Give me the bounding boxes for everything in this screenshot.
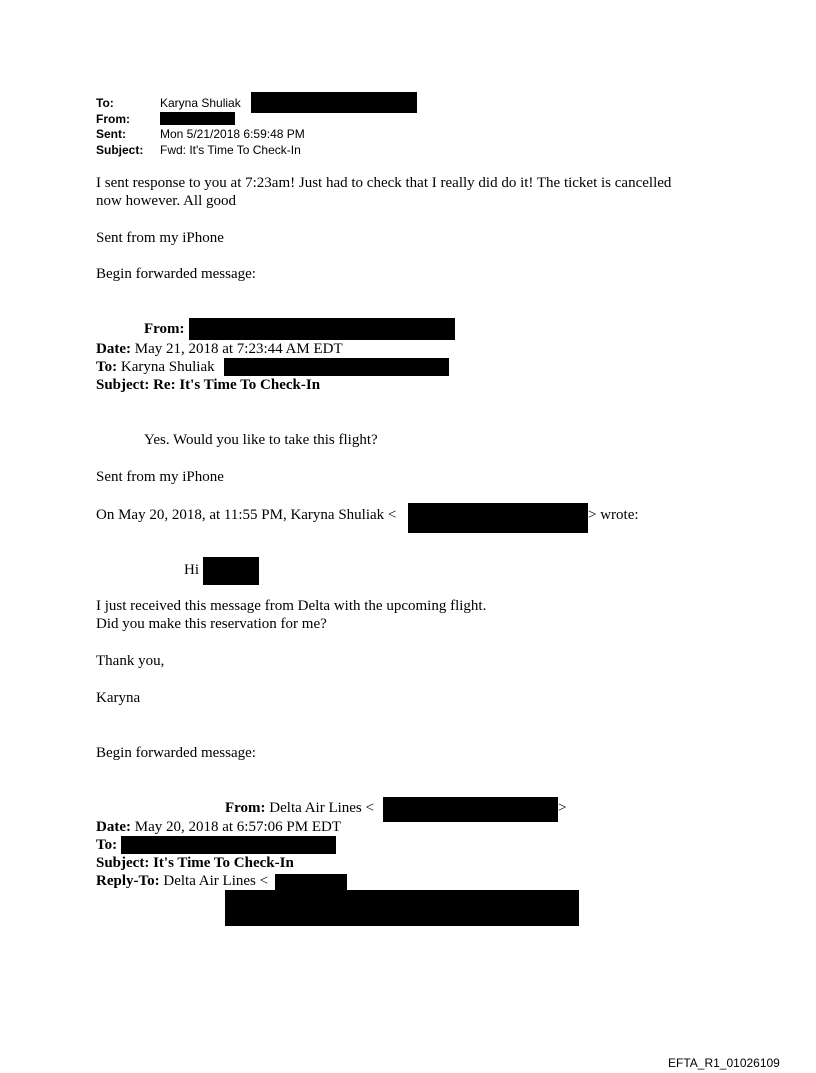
replyto-label: Reply-To: xyxy=(96,873,160,889)
quoted-line: I just received this message from Delta with the upcoming flight. xyxy=(96,598,487,614)
replyto-line xyxy=(96,872,268,890)
redaction-box xyxy=(121,836,336,854)
quote-intro: On May 20, 2018, at 11:55 PM, Karyna Shuliak < xyxy=(96,507,397,523)
redaction-box xyxy=(251,92,417,113)
to-value: Karyna Shuliak xyxy=(120,359,215,375)
to-label: To: xyxy=(96,359,118,375)
to-line xyxy=(96,358,215,376)
sent-value: Mon 5/21/2018 6:59:48 PM xyxy=(160,127,305,141)
signature: Sent from my iPhone xyxy=(96,230,224,246)
forward-notice: Begin forwarded message: xyxy=(96,745,256,761)
quote-intro-end: > wrote: xyxy=(588,507,639,523)
subject-label: Subject: xyxy=(96,143,144,157)
to-label: To: xyxy=(96,837,118,853)
redaction-box xyxy=(189,318,455,340)
date-line xyxy=(96,818,341,836)
greeting: Hi xyxy=(184,562,199,578)
message-line: I sent response to you at 7:23am! Just had to check that I really did do it! The ticket is cancelled xyxy=(96,175,672,191)
subject-label: Subject: xyxy=(96,855,150,871)
date-value: May 21, 2018 at 7:23:44 AM EDT xyxy=(134,341,343,357)
redaction-box xyxy=(408,503,588,533)
subject-value: Re: It's Time To Check-In xyxy=(153,377,321,393)
from-value: Delta Air Lines < xyxy=(269,800,374,816)
date-label: Date: xyxy=(96,341,131,357)
closing: Thank you, xyxy=(96,653,165,669)
signature: Sent from my iPhone xyxy=(96,469,224,485)
subject-value: Fwd: It's Time To Check-In xyxy=(160,143,301,157)
message-line: now however. All good xyxy=(96,193,236,209)
redaction-box xyxy=(383,797,558,822)
date-label: Date: xyxy=(96,819,131,835)
redaction-box xyxy=(203,557,259,585)
from-line xyxy=(225,799,374,817)
quoted-line: Did you make this reservation for me? xyxy=(96,616,327,632)
to-value: Karyna Shuliak xyxy=(160,96,241,110)
subject-value: It's Time To Check-In xyxy=(153,855,294,871)
date-line xyxy=(96,340,343,358)
redaction-box xyxy=(224,358,449,376)
sender-name: Karyna xyxy=(96,690,141,706)
subject-line xyxy=(96,376,320,394)
from-label: From: xyxy=(144,321,185,337)
to-label: To: xyxy=(96,96,114,110)
replyto-value: Delta Air Lines < xyxy=(163,873,269,889)
reply-text: Yes. Would you like to take this flight? xyxy=(144,432,378,448)
redaction-box xyxy=(225,890,579,926)
from-label: From: xyxy=(225,800,266,816)
redaction-box xyxy=(160,112,235,125)
document-id: EFTA_R1_01026109 xyxy=(668,1056,780,1070)
date-value: May 20, 2018 at 6:57:06 PM EDT xyxy=(134,819,341,835)
from-label: From: xyxy=(96,112,130,126)
sent-label: Sent: xyxy=(96,127,126,141)
forward-notice: Begin forwarded message: xyxy=(96,266,256,282)
subject-line xyxy=(96,854,294,872)
subject-label: Subject: xyxy=(96,377,150,393)
from-value-end: > xyxy=(558,800,567,816)
